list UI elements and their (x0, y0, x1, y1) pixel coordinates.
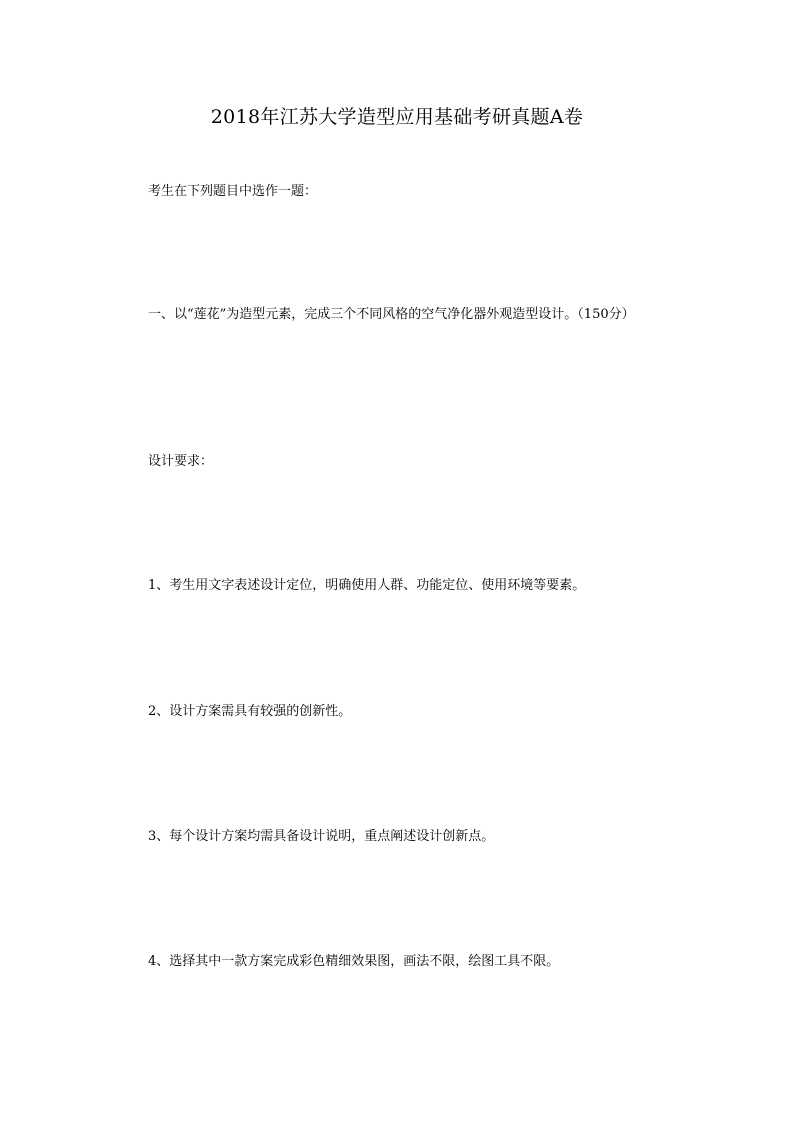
requirements-heading: 设计要求： (148, 454, 214, 469)
page-title: 2018年江苏大学造型应用基础考研真题A卷 (210, 106, 584, 128)
requirement-item-3: 3、每个设计方案均需具备设计说明，重点阐述设计创新点。 (148, 829, 495, 844)
instruction-text: 考生在下列题目中选作一题： (148, 184, 318, 199)
question-1-text: 一、以“莲花”为造型元素，完成三个不同风格的空气净化器外观造型设计。（150分） (148, 307, 635, 322)
requirement-item-1: 1、考生用文字表述设计定位，明确使用人群、功能定位、使用环境等要素。 (148, 578, 586, 593)
requirement-item-2: 2、设计方案需具有较强的创新性。 (148, 704, 352, 719)
requirement-item-4: 4、选择其中一款方案完成彩色精细效果图，画法不限，绘图工具不限。 (148, 954, 560, 969)
